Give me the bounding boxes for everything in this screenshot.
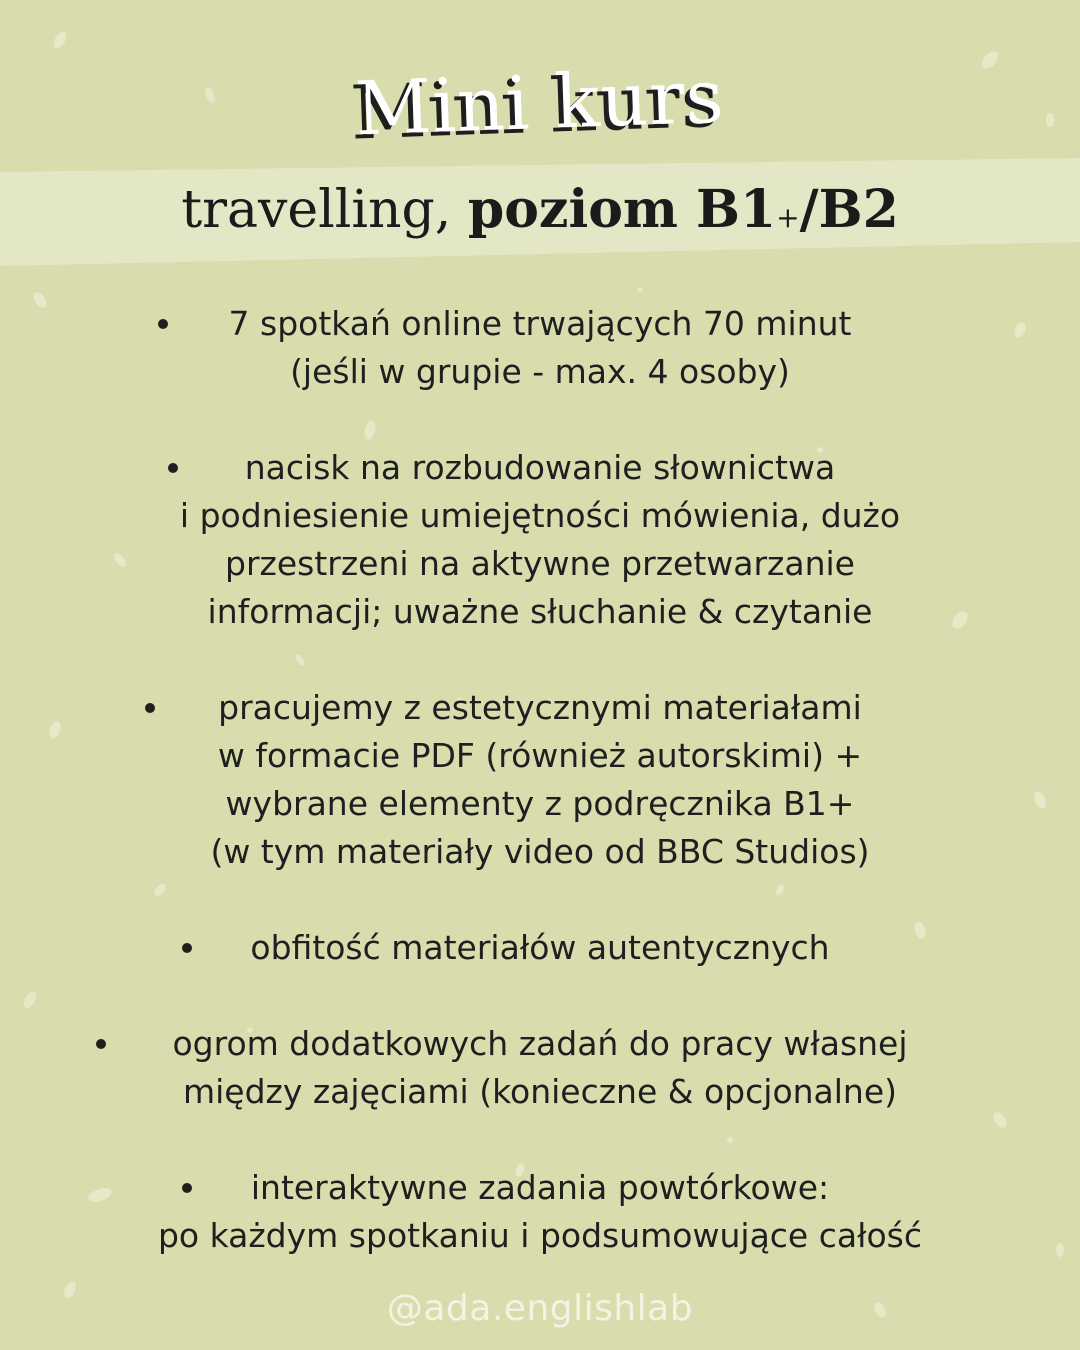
bullet-icon — [182, 943, 192, 953]
list-item-line: 7 spotkań online trwających 70 minut — [228, 304, 852, 343]
list-item-line: nacisk na rozbudowanie słownictwa — [244, 448, 836, 487]
list-item-line: (jeśli w grupie - max. 4 osoby) — [290, 352, 790, 391]
list-item — [0, 684, 1080, 876]
list-item-line: między zajęciami (konieczne & opcjonalne) — [182, 1072, 898, 1111]
list-item — [0, 1164, 1080, 1260]
subtitle-plus: + — [776, 201, 800, 234]
list-item-line: obfitość materiałów autentycznych — [250, 928, 830, 967]
list-item-line: ogrom dodatkowych zadań do pracy własnej — [172, 1024, 908, 1063]
subtitle-level-end: /B2 — [799, 179, 899, 240]
feature-list — [0, 300, 1080, 1308]
bullet-icon — [168, 463, 178, 473]
list-item — [0, 300, 1080, 396]
bullet-icon — [182, 1183, 192, 1193]
instagram-handle: @ada.englishlab — [386, 1288, 694, 1329]
list-item-line: wybrane elementy z podręcznika B1+ — [225, 784, 855, 823]
list-item-line: (w tym materiały video od BBC Studios) — [210, 832, 870, 871]
list-item-line: i podniesienie umiejętności mówienia, dużo — [179, 496, 901, 535]
list-item — [0, 444, 1080, 636]
list-item-line: pracujemy z estetycznymi materiałami — [218, 688, 862, 727]
page-title: Mini kurs — [354, 53, 726, 153]
bullet-icon — [158, 319, 168, 329]
list-item — [0, 924, 1080, 972]
bullet-icon — [145, 703, 155, 713]
list-item-line: po każdym spotkaniu i podsumowujące całość — [157, 1216, 922, 1255]
subtitle-level: poziom B1 — [467, 179, 777, 240]
list-item-line: przestrzeni na aktywne przetwarzanie — [225, 544, 855, 583]
bullet-icon — [96, 1039, 106, 1049]
page-subtitle — [0, 180, 1080, 241]
list-item-line: informacji; uważne słuchanie & czytanie — [207, 592, 873, 631]
list-item-line: interaktywne zadania powtórkowe: — [250, 1168, 830, 1207]
list-item-line: w formacie PDF (również autorskimi) + — [217, 736, 863, 775]
list-item — [0, 1020, 1080, 1116]
subtitle-topic: travelling, — [181, 180, 468, 240]
subtitle-slash-level — [800, 180, 899, 240]
